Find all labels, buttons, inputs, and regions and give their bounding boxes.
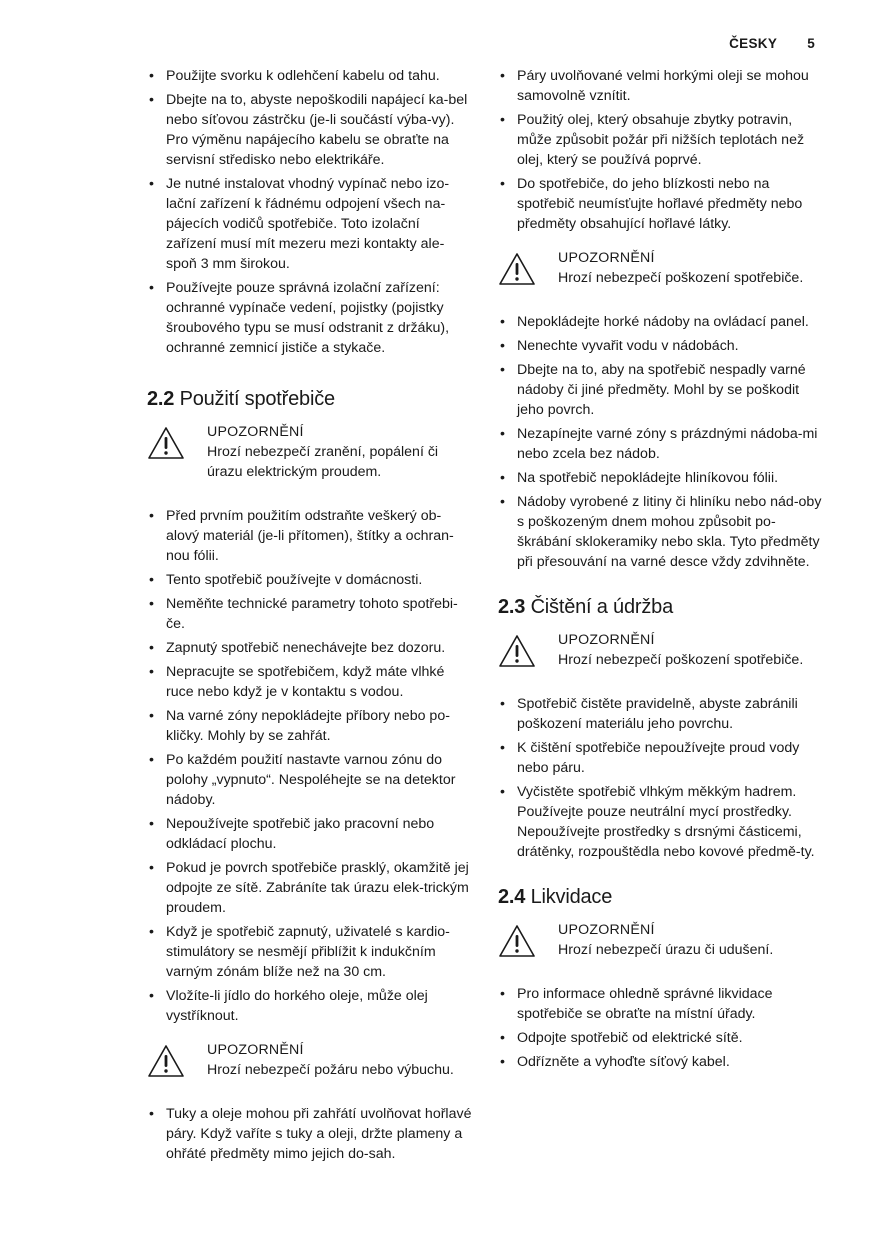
warning-text-block — [207, 422, 473, 482]
list-item: • Použitý olej, který obsahuje zbytky potravin, může způsobit požár při nižších teplotách než olej, který se používá poprvé. — [498, 110, 824, 170]
warning-box — [498, 248, 824, 288]
warning-title: UPOZORNĚNÍ — [558, 250, 655, 266]
warning-triangle-icon — [498, 252, 536, 286]
list-item: • Vyčistěte spotřebič vlhkým měkkým hadrem. Používejte pouze neutrální mycí prostředky. Nepoužívejte prostředky s drsnými částicemi, drátěnky, rozpouštědla nebo kovové předmě-ty. — [498, 782, 824, 862]
list-item: • Když je spotřebič zapnutý, uživatelé s kardio-stimulátory se nesmějí přiblížit k indukčním varným zónám blíže než na 30 cm. — [147, 922, 473, 982]
section-title: Likvidace — [530, 886, 613, 908]
section-number: 2.3 — [498, 596, 526, 618]
section-2-3-list — [498, 694, 824, 862]
list-item: • Páry uvolňované velmi horkými oleji se mohou samovolně vznítit. — [498, 66, 824, 106]
warning-title: UPOZORNĚNÍ — [558, 922, 655, 938]
warning-message: Hrozí nebezpečí poškození spotřebiče. — [558, 270, 804, 286]
list-item: • Používejte pouze správná izolační zařízení: ochranné vypínače vedení, pojistky (pojistky šroubového typu se musí odstranit z držáku), ochranné zemnicí jističe a stykače. — [147, 278, 473, 358]
list-item: • Pokud je povrch spotřebiče prasklý, okamžitě jej odpojte ze sítě. Zabráníte tak úrazu elek-trickým proudem. — [147, 858, 473, 918]
warning-message: Hrozí nebezpečí úrazu či udušení. — [558, 942, 774, 958]
section-heading-2-3 — [498, 594, 824, 620]
list-item: • Vložíte-li jídlo do horkého oleje, může olej vystříknout. — [147, 986, 473, 1026]
list-item: • Nepracujte se spotřebičem, když máte vlhké ruce nebo když je v kontaktu s vodou. — [147, 662, 473, 702]
warning-text-block — [558, 920, 773, 960]
list-item: • Tuky a oleje mohou při zahřátí uvolňovat hořlavé páry. Když vaříte s tuky a oleji, držte plameny a ohřáté předměty mimo jejich do-sah. — [147, 1104, 473, 1164]
section-2-4-list — [498, 984, 824, 1072]
page-header — [729, 36, 815, 51]
language-label: ČESKY — [729, 36, 778, 51]
list-item: • Dbejte na to, aby na spotřebič nespadly varné nádoby či jiné předměty. Mohl by se poškodit jeho povrch. — [498, 360, 824, 420]
warning-text-block — [558, 248, 803, 288]
list-item: • Spotřebič čistěte pravidelně, abyste zabránili poškození materiálu jeho povrchu. — [498, 694, 824, 734]
list-item: • Pro informace ohledně správné likvidace spotřebiče se obraťte na místní úřady. — [498, 984, 824, 1024]
section-2-2-list — [147, 506, 473, 1026]
warning-box — [498, 920, 824, 960]
right-top-list — [498, 66, 824, 234]
left-column — [147, 66, 473, 1168]
section-number: 2.2 — [147, 388, 175, 410]
warning-message: Hrozí nebezpečí poškození spotřebiče. — [558, 652, 804, 668]
list-item: • K čištění spotřebiče nepoužívejte proud vody nebo páru. — [498, 738, 824, 778]
warning-triangle-icon — [498, 924, 536, 958]
section-2-2-list-2 — [147, 1104, 473, 1164]
list-item: • Použijte svorku k odlehčení kabelu od tahu. — [147, 66, 473, 86]
section-heading-2-2 — [147, 386, 473, 412]
warning-title: UPOZORNĚNÍ — [207, 1042, 304, 1058]
list-item: • Nenechte vyvařit vodu v nádobách. — [498, 336, 824, 356]
warning-triangle-icon — [147, 1044, 185, 1078]
list-item: • Do spotřebiče, do jeho blízkosti nebo na spotřebič neumísťujte hořlavé předměty nebo předměty obsahující hořlavé látky. — [498, 174, 824, 234]
list-item: • Nepokládejte horké nádoby na ovládací panel. — [498, 312, 824, 332]
list-item: • Po každém použití nastavte varnou zónu do polohy „vypnuto“. Nespoléhejte se na detektor nádoby. — [147, 750, 473, 810]
section-title: Čištění a údržba — [530, 596, 673, 618]
warning-text-block — [207, 1040, 454, 1080]
list-item: • Je nutné instalovat vhodný vypínač nebo izo-lační zařízení k řádnému odpojení všech na-pájecích vodičů spotřebiče. Toto izolační zařízení musí mít mezeru mezi kontakty ale-spoň 3 mm širokou. — [147, 174, 473, 274]
warning-triangle-icon — [498, 634, 536, 668]
list-item: • Zapnutý spotřebič nenechávejte bez dozoru. — [147, 638, 473, 658]
section-heading-2-4 — [498, 884, 824, 910]
list-item: • Na varné zóny nepokládejte příbory nebo po-kličky. Mohly by se zahřát. — [147, 706, 473, 746]
page-number: 5 — [807, 36, 815, 51]
right-mid-list — [498, 312, 824, 572]
list-item: • Dbejte na to, abyste nepoškodili napájecí ka-bel nebo síťovou zástrčku (je-li součástí výba-vy). Pro výměnu napájecího kabelu se obraťte na servisní středisko nebo elektrikáře. — [147, 90, 473, 170]
list-item: • Neměňte technické parametry tohoto spotřebi-če. — [147, 594, 473, 634]
warning-box — [498, 630, 824, 670]
list-item: • Nepoužívejte spotřebič jako pracovní nebo odkládací plochu. — [147, 814, 473, 854]
warning-box — [147, 422, 473, 482]
warning-box — [147, 1040, 473, 1080]
warning-text-block — [558, 630, 803, 670]
list-item: • Odřízněte a vyhoďte síťový kabel. — [498, 1052, 824, 1072]
section-number: 2.4 — [498, 886, 526, 908]
section-title: Použití spotřebiče — [179, 388, 335, 410]
list-item: • Nádoby vyrobené z litiny či hliníku nebo nád-oby s poškozeným dnem mohou způsobit po-škrábání sklokeramiky nebo skla. Tyto předměty při přesouvání na varné desce vždy zdvihněte. — [498, 492, 824, 572]
warning-triangle-icon — [147, 426, 185, 460]
right-column — [498, 66, 824, 1076]
warning-title: UPOZORNĚNÍ — [207, 424, 304, 440]
list-item: • Odpojte spotřebič od elektrické sítě. — [498, 1028, 824, 1048]
warning-message: Hrozí nebezpečí požáru nebo výbuchu. — [207, 1062, 454, 1078]
list-item: • Na spotřebič nepokládejte hliníkovou fólii. — [498, 468, 824, 488]
warning-message: Hrozí nebezpečí zranění, popálení či úrazu elektrickým proudem. — [207, 444, 439, 480]
warning-title: UPOZORNĚNÍ — [558, 632, 655, 648]
list-item: • Tento spotřebič používejte v domácnosti. — [147, 570, 473, 590]
list-item: • Před prvním použitím odstraňte veškerý ob-alový materiál (je-li přítomen), štítky a ochran-nou fólii. — [147, 506, 473, 566]
left-top-list — [147, 66, 473, 358]
list-item: • Nezapínejte varné zóny s prázdnými nádoba-mi nebo zcela bez nádob. — [498, 424, 824, 464]
